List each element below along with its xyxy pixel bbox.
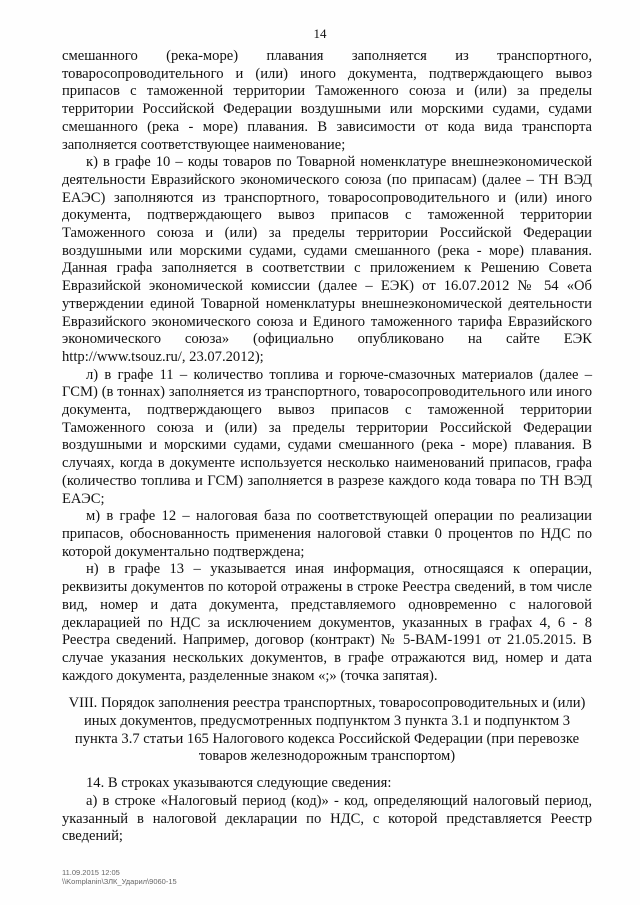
paragraph-item-a: а) в строке «Налоговый период (код)» - код, определяющий налоговый период, указанный в налоговой декларации по НДС, с которой представляется Реестр сведений; — [62, 792, 592, 845]
paragraph-14: 14. В строках указываются следующие сведения: — [86, 775, 392, 792]
paragraph-item-m: м) в графе 12 – налоговая база по соответствующей операции по реализации припасов, обоснованность применения налоговой ставки 0 процентов по НДС по которой документально подтверждена; — [62, 508, 592, 560]
footer-file-path: \\Komplanin\ЗЛК_Ударил\9060-15 — [62, 877, 177, 886]
document-body — [62, 48, 592, 846]
footer-stamp — [62, 868, 177, 886]
paragraph-item-n: н) в графе 13 – указывается иная информация, относящаяся к операции, реквизиты документов по которой отражены в строке Реестра сведений, в том числе вид, номер и дата документа, представляемого одновременно с налоговой декларацией по НДС за исключением документов, указанных в графах 4, 6 - 8 Реестра сведений. Например, договор (контракт) № 5-ВАМ-1991 от 21.05.2015. В случае указания нескольких документов, в графе отражаются вид, номер и дата каждого документа, разделенные знаком «;» (точка запятая). — [62, 561, 592, 684]
footer-timestamp: 11.09.2015 12:05 — [62, 868, 120, 877]
paragraph-continuation: смешанного (река-море) плавания заполняется из транспортного, товаросопроводительного и (или) иного документа, подтверждающего вывоз припасов с таможенной территории Таможенного союза и (или) за пределы территории Российской Федерации воздушными или морскими судами, судами смешанного (река - море) плавания. В зависимости от кода вида транспорта заполняется соответствующее наименование; — [62, 48, 592, 153]
section-heading: VIII. Порядок заполнения реестра транспортных, товаросопроводительных и (или) иных документов, предусмотренных подпунктом 3 пункта 3.1 и подпунктом 3 пункта 3.7 статьи 165 Налогового кодекса Российской Федерации (при перевозке товаров железнодорожным транспортом) — [68, 695, 586, 765]
paragraph-item-l: л) в графе 11 – количество топлива и горюче-смазочных материалов (далее – ГСМ) (в тоннах) заполняется из транспортного, товаросопроводительного или иного документа, подтверждающего вывоз припасов с таможенной территории Таможенного союза и (или) за пределы территории Российской Федерации воздушными и морскими судами, судами смешанного (река - море) плавания. В случаях, когда в документе используется несколько наименований припасов, графа (количество топлива и ГСМ) заполняется в разрезе каждого кода товара по ТН ВЭД ЕАЭС; — [62, 366, 592, 507]
paragraph-item-k: к) в графе 10 – коды товаров по Товарной номенклатуре внешнеэкономической деятельности Евразийского экономического союза (по припасам) (далее – ТН ВЭД ЕАЭС) заполняются из транспортного, товаросопроводительного и (или) иного документа, подтверждающего вывоз припасов с таможенной территории Таможенного союза и (или) за пределы территории Российской Федерации воздушными или морскими судами, судами смешанного (река - море) плавания. Данная графа заполняется в соответствии с приложением к Решению Совета Евразийской экономической комиссии (далее – ЕЭК) от 16.07.2012 № 54 «Об утверждении единой Товарной номенклатуры внешнеэкономической деятельности Евразийского экономического союза и Единого таможенного тарифа Евразийского экономического союза» (официально опубликовано на сайте ЕЭК http://www.tsouz.ru/, 23.07.2012); — [62, 154, 592, 365]
page-number: 14 — [313, 26, 327, 41]
